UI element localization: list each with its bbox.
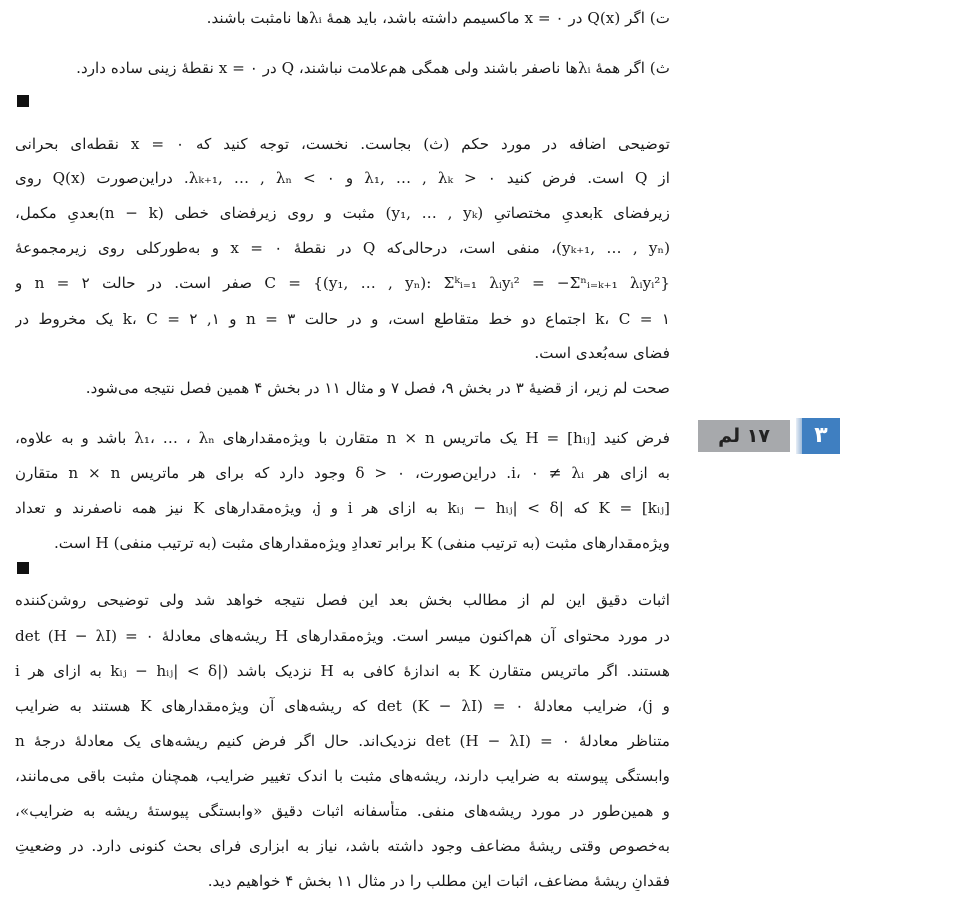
lemma-number-badge: ۳ xyxy=(802,418,840,454)
proof-line: اثبات دقیق این لم از مطالب بخش بعد این فصل نتیجه خواهد شد ولی توضیحی روشن‌کننده xyxy=(15,591,670,609)
proof-line: وابستگی پیوسته به ضرایب دارند، ریشه‌های مثبت با اندک تغییر ضرایب، همچنان مثبت باقی می‌مانند، xyxy=(15,767,670,785)
proof-line: و j)، ضرایب معادلهٔ ۰ = det (K − λI) که ریشه‌های آن ویژه‌مقدارهای K هستند به ضرایب xyxy=(15,697,670,715)
lemma-heading xyxy=(698,418,844,456)
proof-line: هستند. اگر ماتریس متقارن K به اندازهٔ کافی به H نزدیک باشد (|kᵢⱼ − hᵢⱼ| < δ به ازای هر i xyxy=(15,662,670,680)
lemma-line: فرض کنید H = [hᵢⱼ] یک ماتریس n × n متقارن با ویژه‌مقدارهای λ₁، … ، λₙ باشد و به علاوه، xyxy=(15,429,670,447)
qed-mark xyxy=(17,95,29,107)
lemma-label: ۱۷ لم xyxy=(718,425,770,447)
proof-line: و همین‌طور در مورد ریشه‌های منفی. متأسفانه اثبات دقیق «وابستگی پیوستهٔ ریشه به ضرایب»، xyxy=(15,802,670,820)
proof-line: به‌خصوص وقتی ریشهٔ مضاعف وجود داشته باشد، نیاز به ابزاری فرای بحث کنونی دارد. در وضعیتِ xyxy=(15,837,670,855)
remark-line: فضای سه‌بُعدی است. xyxy=(534,344,670,362)
remark-line: (yₖ₊₁, … , yₙ)، منفی است، درحالی‌که Q در نقطهٔ ۰ = x و به‌طورکلی روی زیرمجموعهٔ xyxy=(15,239,670,257)
clause-t: ت) اگر Q(x) در ۰ = x ماکسیمم داشته باشد، باید همهٔ λᵢها نامثبت باشند. xyxy=(206,9,670,27)
intro-note: صحت لم زیر، از قضیهٔ ۳ در بخش ۹، فصل ۷ و مثال ۱۱ در بخش ۴ همین فصل نتیجه می‌شود. xyxy=(85,379,670,397)
remark-line: توضیحی اضافه در مورد حکم (ث) بجاست. نخست، توجه کنید که ۰ = x نقطه‌ای بحرانی xyxy=(15,135,670,153)
lemma-line: به ازای هر i، ۰ ≠ λᵢ. دراین‌صورت، ۰ < δ وجود دارد که برای هر ماتریس n × n متقارن xyxy=(15,464,670,482)
proof-line: در مورد محتوای آن هم‌اکنون میسر است. ویژه‌مقدارهای H ریشه‌های معادلهٔ ۰ = det (H − λI) xyxy=(15,627,670,645)
clause-th: ث) اگر همهٔ λᵢها ناصفر باشند ولی همگی هم‌علامت نباشند، Q در ۰ = x نقطهٔ زینی ساده دارد. xyxy=(76,59,670,77)
remark-line: از Q است. فرض کنید ۰ < λ₁, … , λₖ و λₖ₊₁, … , λₙ < ۰. دراین‌صورت Q(x) روی xyxy=(15,169,670,187)
remark-line: ۱ = k، C اجتماع دو خط متقاطع است، و در حالت ۳ = n و ۱, ۲ = k، C یک مخروط در xyxy=(15,310,670,328)
remark-line: زیرفضای k‌بعدیِ مختصاتیِ (y₁, … , yₖ) مثبت و روی زیرفضای خطی (n − k)‌بعدیِ مکمل، xyxy=(15,204,670,222)
lemma-line: K = [kᵢⱼ] که |kᵢⱼ − hᵢⱼ| < δ به ازای هر i و j، ویژه‌مقدارهای K نیز همه ناصفرند و تعداد xyxy=(15,499,670,517)
qed-mark xyxy=(17,562,29,574)
proof-line: متناظر معادلهٔ ۰ = det (H − λI) نزدیک‌اند. حال اگر فرض کنیم ریشه‌های یک معادلهٔ درجهٔ n xyxy=(15,732,670,750)
proof-line: فقدانِ ریشهٔ مضاعف، اثبات این مطلب را در مثال ۱۱ بخش ۴ خواهیم دید. xyxy=(207,872,670,890)
remark-line: C = {(y₁, … , yₙ): Σᵏᵢ₌₁ λᵢyᵢ² = −Σⁿᵢ₌ₖ₊₁ λᵢyᵢ²} صفر است. در حالت ۲ = n و xyxy=(15,274,670,292)
lemma-line: ویژه‌مقدارهای مثبت (به ترتیب منفی) K برابر تعدادِ ویژه‌مقدارهای مثبت (به ترتیب منفی) H است. xyxy=(53,534,670,552)
